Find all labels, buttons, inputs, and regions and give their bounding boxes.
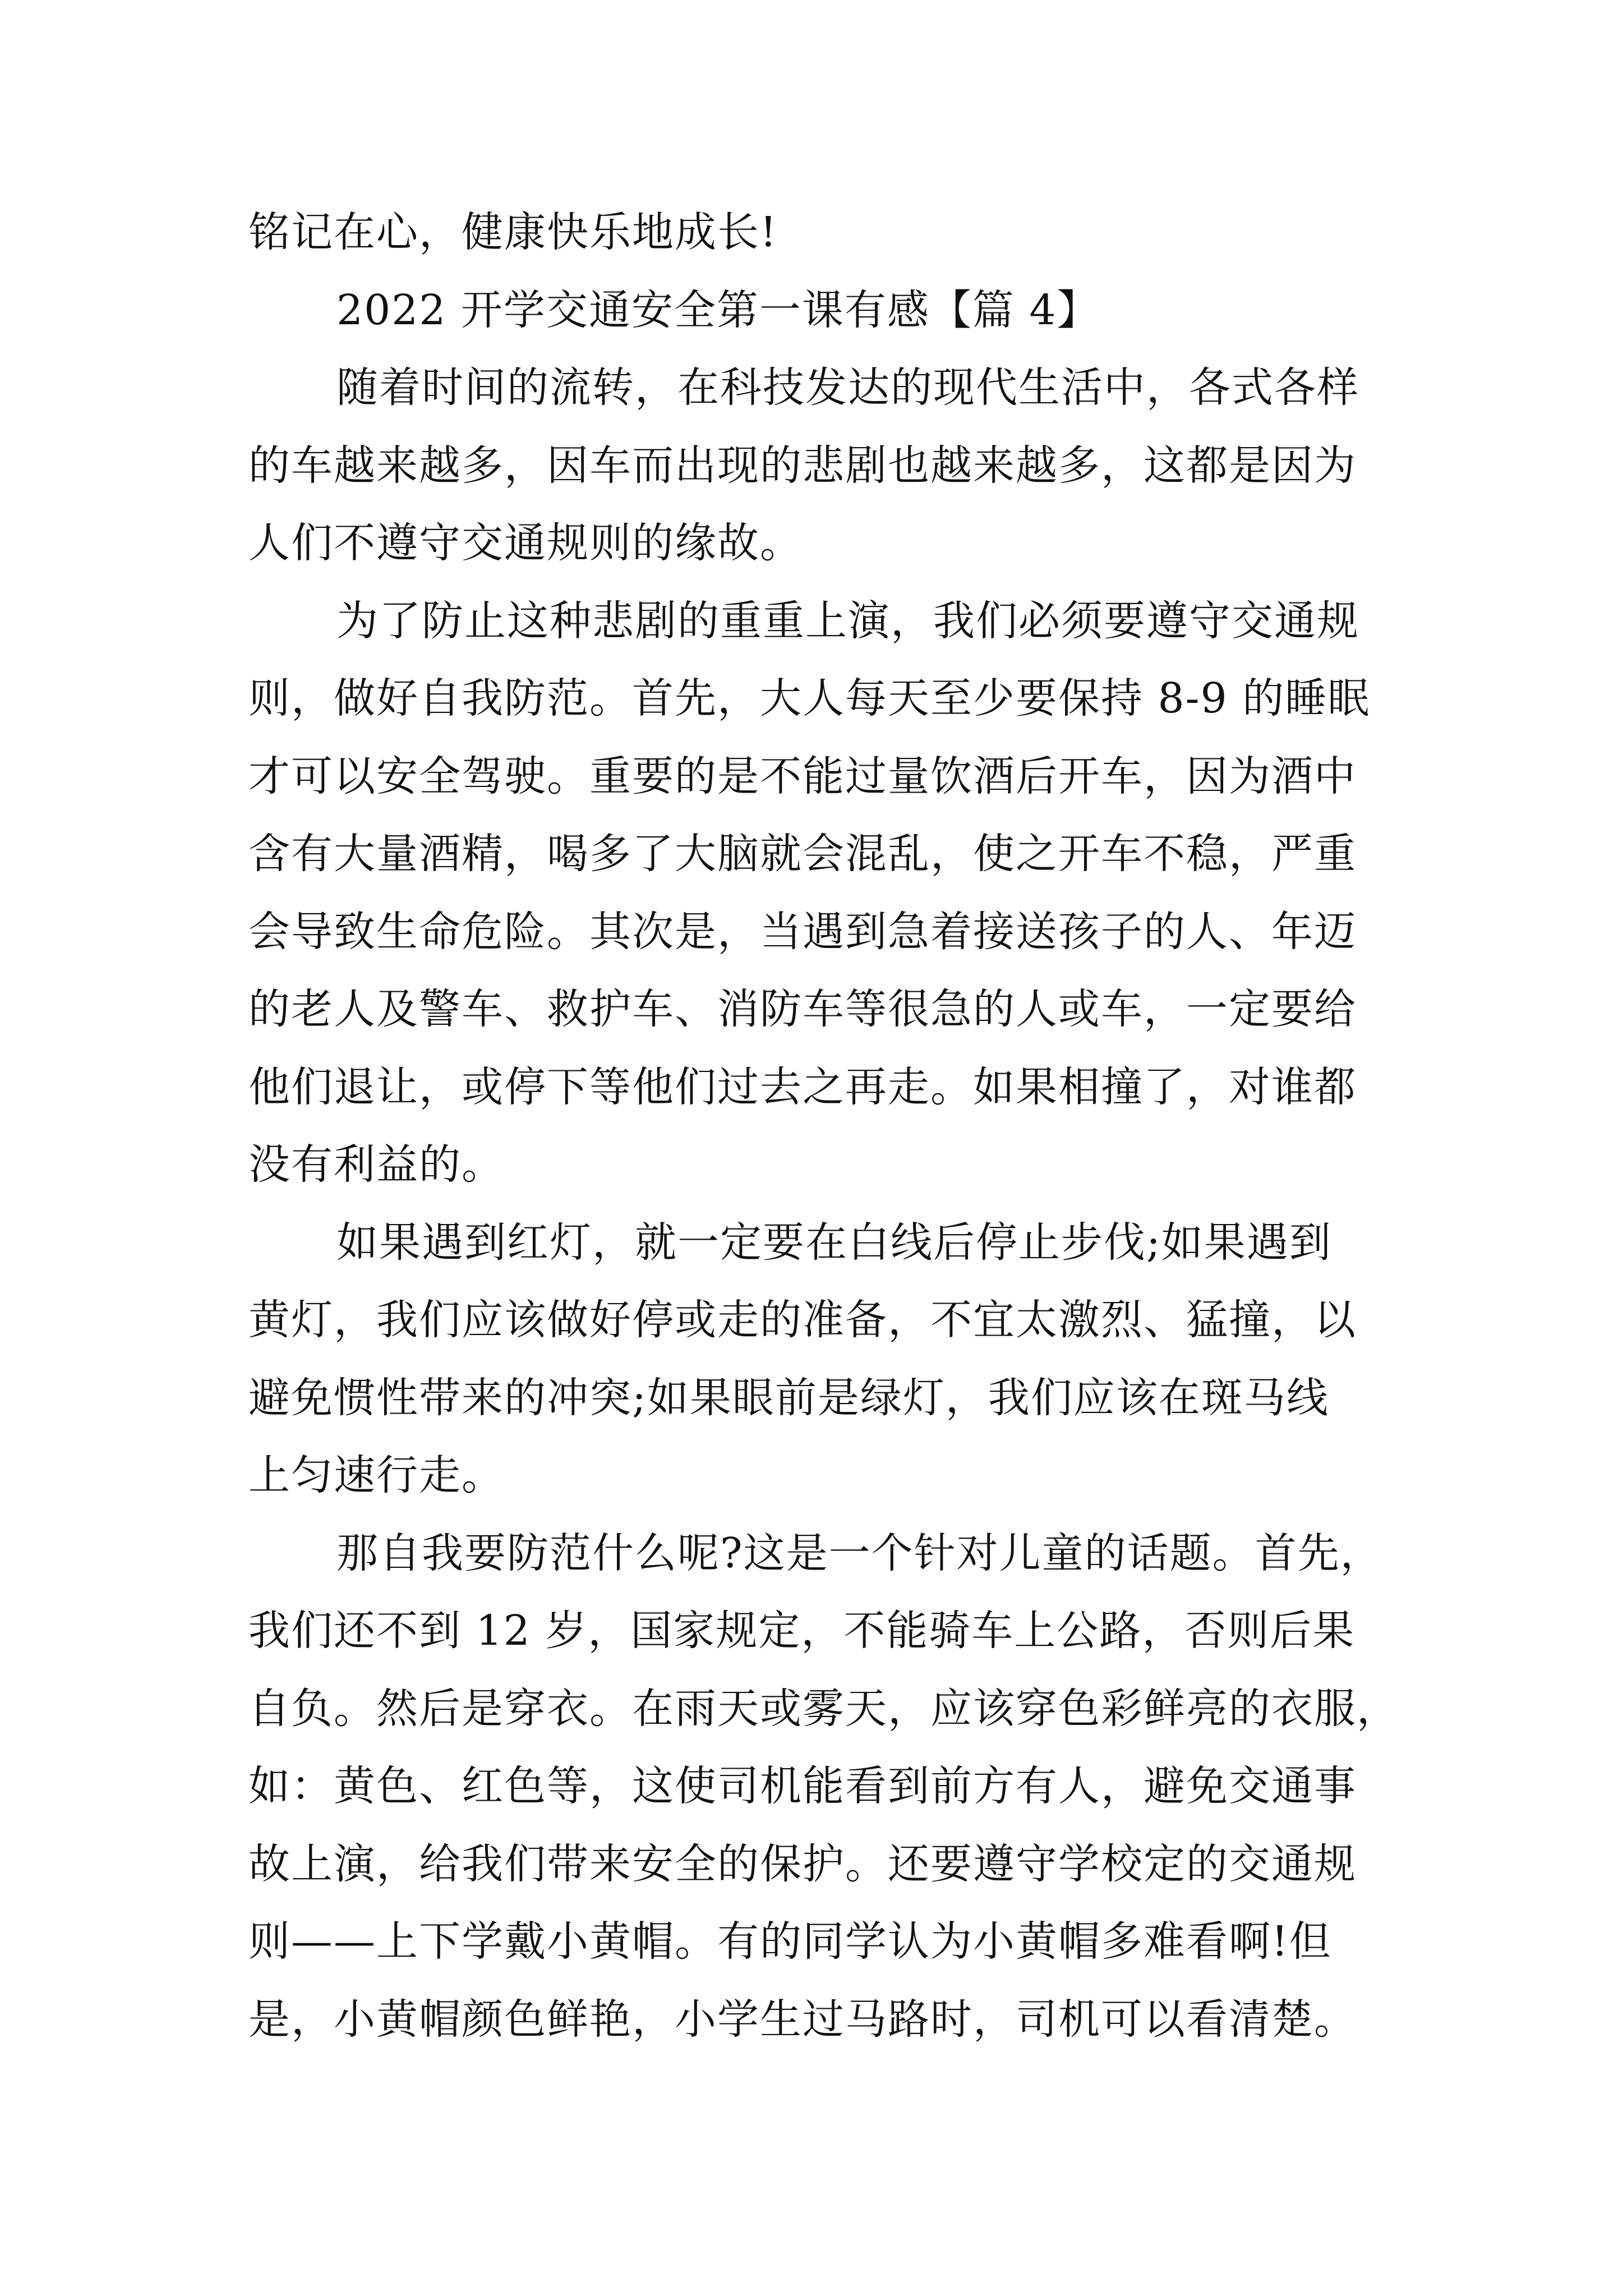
paragraph-line: 会导致生命危险。其次是，当遇到急着接送孩子的人、年迈 (248, 908, 1357, 956)
paragraph-line: 随着时间的流转，在科技发达的现代生活中，各式各样 (336, 364, 1359, 412)
paragraph-line: 如果遇到红灯，就一定要在白线后停止步伐;如果遇到 (336, 1218, 1332, 1267)
paragraph-line: 他们退让，或停下等他们过去之再走。如果相撞了，对谁都 (248, 1063, 1357, 1111)
paragraph-line: 故上演，给我们带来安全的保护。还要遵守学校定的交通规 (248, 1840, 1357, 1888)
paragraph-line: 为了防止这种悲剧的重重上演，我们必须要遵守交通规 (336, 597, 1359, 645)
paragraph-line: 人们不遵守交通规则的缘故。 (248, 519, 803, 567)
paragraph-line: 黄灯，我们应该做好停或走的准备，不宜太激烈、猛撞，以 (248, 1296, 1357, 1344)
paragraph-line: 则，做好自我防范。首先，大人每天至少要保持 8-9 的睡眠 (248, 674, 1371, 723)
paragraph-line: 上匀速行走。 (248, 1451, 504, 1499)
paragraph-line: 的车越来越多，因车而出现的悲剧也越来越多，这都是因为 (248, 441, 1357, 490)
paragraph-line: 则——上下学戴小黄帽。有的同学认为小黄帽多难看啊!但 (248, 1917, 1332, 1966)
paragraph-line: 含有大量酒精，喝多了大脑就会混乱，使之开车不稳，严重 (248, 830, 1357, 878)
paragraph-line: 才可以安全驾驶。重要的是不能过量饮酒后开车，因为酒中 (248, 752, 1357, 800)
paragraph-line: 没有利益的。 (248, 1140, 504, 1189)
paragraph-line: 的老人及警车、救护车、消防车等很急的人或车，一定要给 (248, 985, 1357, 1033)
paragraph-line: 是，小黄帽颜色鲜艳，小学生过马路时，司机可以看清楚。 (248, 1995, 1357, 2044)
paragraph-line: 避免惯性带来的冲突;如果眼前是绿灯，我们应该在斑马线 (248, 1374, 1329, 1422)
paragraph-line: 我们还不到 12 岁，国家规定，不能骑车上公路，否则后果 (248, 1607, 1355, 1655)
paragraph-line: 如：黄色、红色等，这使司机能看到前方有人，避免交通事 (248, 1762, 1357, 1810)
paragraph-line: 自负。然后是穿衣。在雨天或雾天，应该穿色彩鲜亮的衣服， (248, 1685, 1399, 1733)
paragraph-line: 那自我要防范什么呢?这是一个针对儿童的话题。首先， (336, 1529, 1383, 1577)
text-line-continuation: 铭记在心，健康快乐地成长! (248, 208, 778, 256)
section-heading: 2022 开学交通安全第一课有感【篇 4】 (336, 286, 1100, 334)
